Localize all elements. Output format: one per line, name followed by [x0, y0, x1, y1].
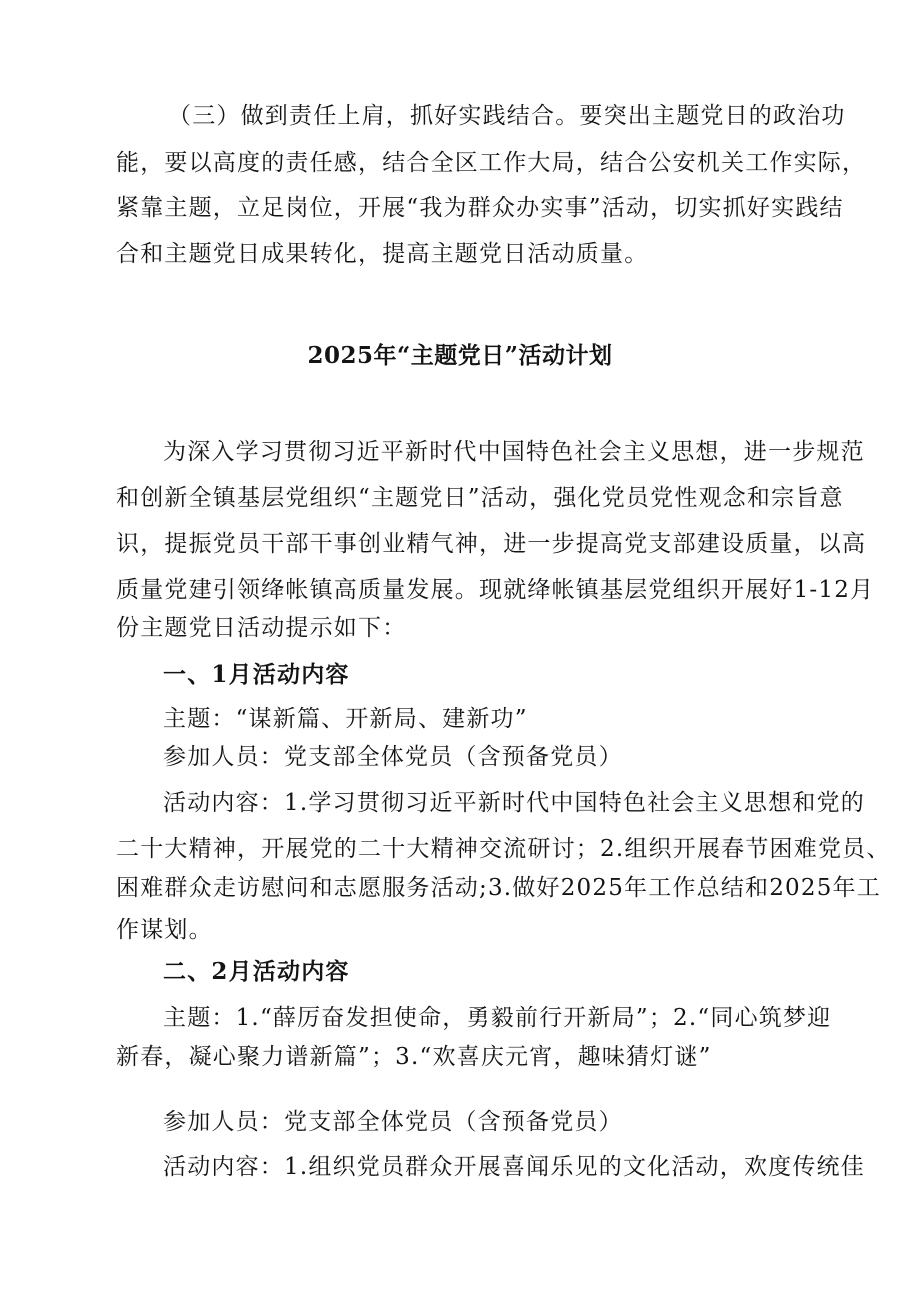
jan-heading: 一、1月活动内容 [163, 661, 350, 688]
jan-participants: 参加人员：党支部全体党员（含预备党员） [163, 744, 623, 770]
jan-content-line-1: 活动内容：1.学习贯彻习近平新时代中国特色社会主义思想和党的 [163, 790, 865, 816]
jan-theme: 主题：“谋新篇、开新局、建新功” [163, 706, 528, 732]
feb-theme-line-1: 主题：1.“薛厉奋发担使命，勇毅前行开新局”；2.“同心筑梦迎 [163, 1005, 832, 1031]
section3-line-1: （三）做到责任上肩，抓好实践结合。要突出主题党日的政治功 [168, 103, 846, 129]
jan-content-line-2: 二十大精神，开展党的二十大精神交流研讨；2.组织开展春节困难党员、 [116, 836, 891, 862]
feb-heading: 二、2月活动内容 [163, 958, 350, 985]
feb-theme-line-2: 新春，凝心聚力谱新篇”；3.“欢喜庆元宵，趣味猜灯谜” [116, 1044, 712, 1070]
intro-line-5: 份主题党日活动提示如下： [116, 615, 407, 641]
intro-line-1: 为深入学习贯彻习近平新时代中国特色社会主义思想，进一步规范 [163, 439, 865, 465]
section3-line-3: 紧靠主题，立足岗位，开展“我为群众办实事”活动，切实抓好实践结 [116, 195, 844, 221]
feb-participants: 参加人员：党支部全体党员（含预备党员） [163, 1109, 623, 1135]
section3-line-2: 能，要以高度的责任感，结合全区工作大局，结合公安机关工作实际， [116, 150, 867, 176]
jan-content-line-4: 作谋划。 [116, 917, 213, 943]
plan-title: 2025年“主题党日”活动计划 [307, 342, 613, 369]
jan-content-line-3: 困难群众走访慰问和志愿服务活动;3.做好2025年工作总结和2025年工 [116, 875, 881, 901]
intro-line-4: 质量党建引领绛帐镇高质量发展。现就绛帐镇基层党组织开展好1-12月 [116, 577, 875, 603]
feb-content-line-1: 活动内容：1.组织党员群众开展喜闻乐见的文化活动，欢度传统佳 [163, 1154, 865, 1180]
section3-line-4: 合和主题党日成果转化，提高主题党日活动质量。 [116, 241, 649, 267]
intro-line-3: 识，提振党员干部干事创业精气神，进一步提高党支部建设质量，以高 [116, 531, 867, 557]
intro-line-2: 和创新全镇基层党组织“主题党日”活动，强化党员党性观念和宗旨意 [116, 485, 844, 511]
